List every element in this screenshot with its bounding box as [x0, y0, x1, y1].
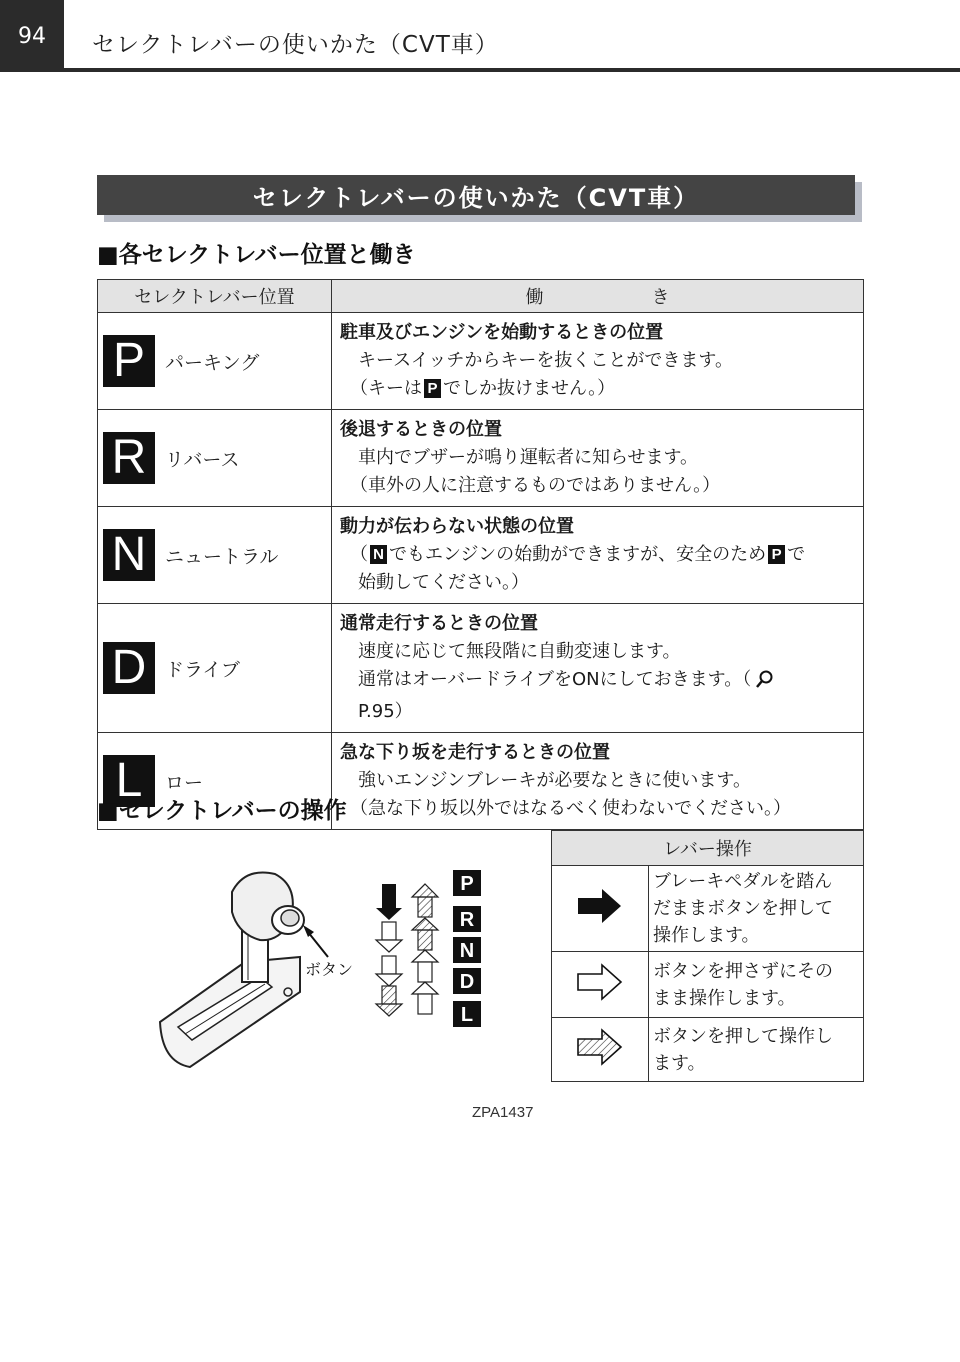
row-title: 駐車及びエンジンを始動するときの位置: [340, 322, 664, 343]
section1-heading: ■各セレクトレバー位置と働き: [97, 242, 416, 268]
page-reference-link[interactable]: P.95）: [358, 701, 413, 722]
solid-arrow-icon: [576, 910, 624, 931]
section2-heading: ■セレクトレバーの操作: [97, 798, 347, 824]
operation-text: だままボタンを押して: [653, 898, 833, 919]
lever-operation-table: [551, 830, 864, 1082]
position-n-icon: N: [103, 529, 155, 581]
table-row: [552, 952, 864, 1018]
row-title: 後退するときの位置: [340, 419, 502, 440]
hatched-arrow-icon: [576, 1051, 624, 1072]
operation-header: レバー操作: [552, 831, 864, 866]
lever-illustration: [150, 862, 540, 1077]
table-row: [552, 866, 864, 952]
button-callout-label: ボタン: [305, 960, 354, 979]
table-row: [98, 313, 864, 410]
position-l-icon: L: [103, 755, 155, 807]
header-rule: [64, 68, 960, 72]
position-label: ロー: [165, 771, 204, 794]
position-label: ドライブ: [165, 658, 240, 681]
row-title: 動力が伝わらない状態の位置: [340, 516, 574, 537]
position-p-icon: P: [103, 335, 155, 387]
row-line: 強いエンジンブレーキが必要なときに使います。: [358, 770, 751, 791]
gate-d-label: D: [459, 971, 475, 993]
operation-text: ボタンを押さずにその: [653, 960, 833, 982]
row-line: 速度に応じて無段階に自動変速します。: [358, 641, 681, 662]
table-row: [98, 507, 864, 604]
row-line: （車外の人に注意するものではありません。）: [350, 475, 721, 496]
col-position-header: セレクトレバー位置: [98, 280, 332, 313]
position-label: パーキング: [165, 351, 260, 374]
row-title: 通常走行するときの位置: [340, 613, 538, 634]
operation-text: まま操作します。: [653, 987, 796, 1009]
gate-p-label: P: [460, 873, 474, 895]
position-d-icon: D: [103, 642, 155, 694]
row-line: キースイッチからキーを抜くことができます。: [358, 350, 733, 371]
table-row: [98, 410, 864, 507]
position-r-icon: R: [103, 432, 155, 484]
running-title: セレクトレバーの使いかた（CVT車）: [92, 32, 499, 58]
figure-caption: ZPA1437: [472, 1104, 534, 1121]
row-line: （キーは P でしか抜けません。）: [350, 378, 616, 399]
table-row: [98, 604, 864, 733]
p-chip-icon: P: [424, 379, 441, 398]
row-line: 車内でブザーが鳴り運転者に知らせます。: [358, 447, 699, 468]
operation-text: 操作します。: [653, 925, 760, 946]
operation-text: ブレーキペダルを踏ん: [653, 871, 833, 892]
row-title: 急な下り坂を走行するときの位置: [340, 742, 610, 763]
section-banner: セレクトレバーの使いかた（CVT車）: [97, 175, 855, 215]
position-label: ニュートラル: [165, 545, 279, 568]
row-line: 通常はオーバードライブをONにしておきます。（: [340, 666, 857, 698]
outline-arrow-icon: [576, 986, 624, 1007]
positions-table: [97, 279, 864, 830]
position-label: リバース: [165, 448, 240, 471]
gate-r-label: R: [459, 909, 475, 931]
row-line: （ N でもエンジンの始動ができますが、安全のため P で: [350, 544, 806, 565]
operation-text: ます。: [653, 1052, 706, 1074]
n-chip-icon: N: [370, 545, 387, 564]
row-line: （急な下り坂以外ではなるべく使わないでください。）: [350, 798, 791, 819]
lever-diagram: [150, 862, 540, 1077]
table-row: [552, 1018, 864, 1082]
page-header: [0, 0, 960, 72]
page-number: 94: [0, 0, 64, 72]
operation-text: ボタンを押して操作し: [653, 1025, 833, 1047]
row-line: 始動してください。）: [358, 572, 529, 593]
gate-l-label: L: [460, 1004, 474, 1026]
reference-magnifier-icon[interactable]: [755, 669, 775, 698]
gate-n-label: N: [459, 940, 475, 962]
col-function-header: 働 き: [332, 280, 864, 313]
p-chip-icon: P: [768, 545, 785, 564]
